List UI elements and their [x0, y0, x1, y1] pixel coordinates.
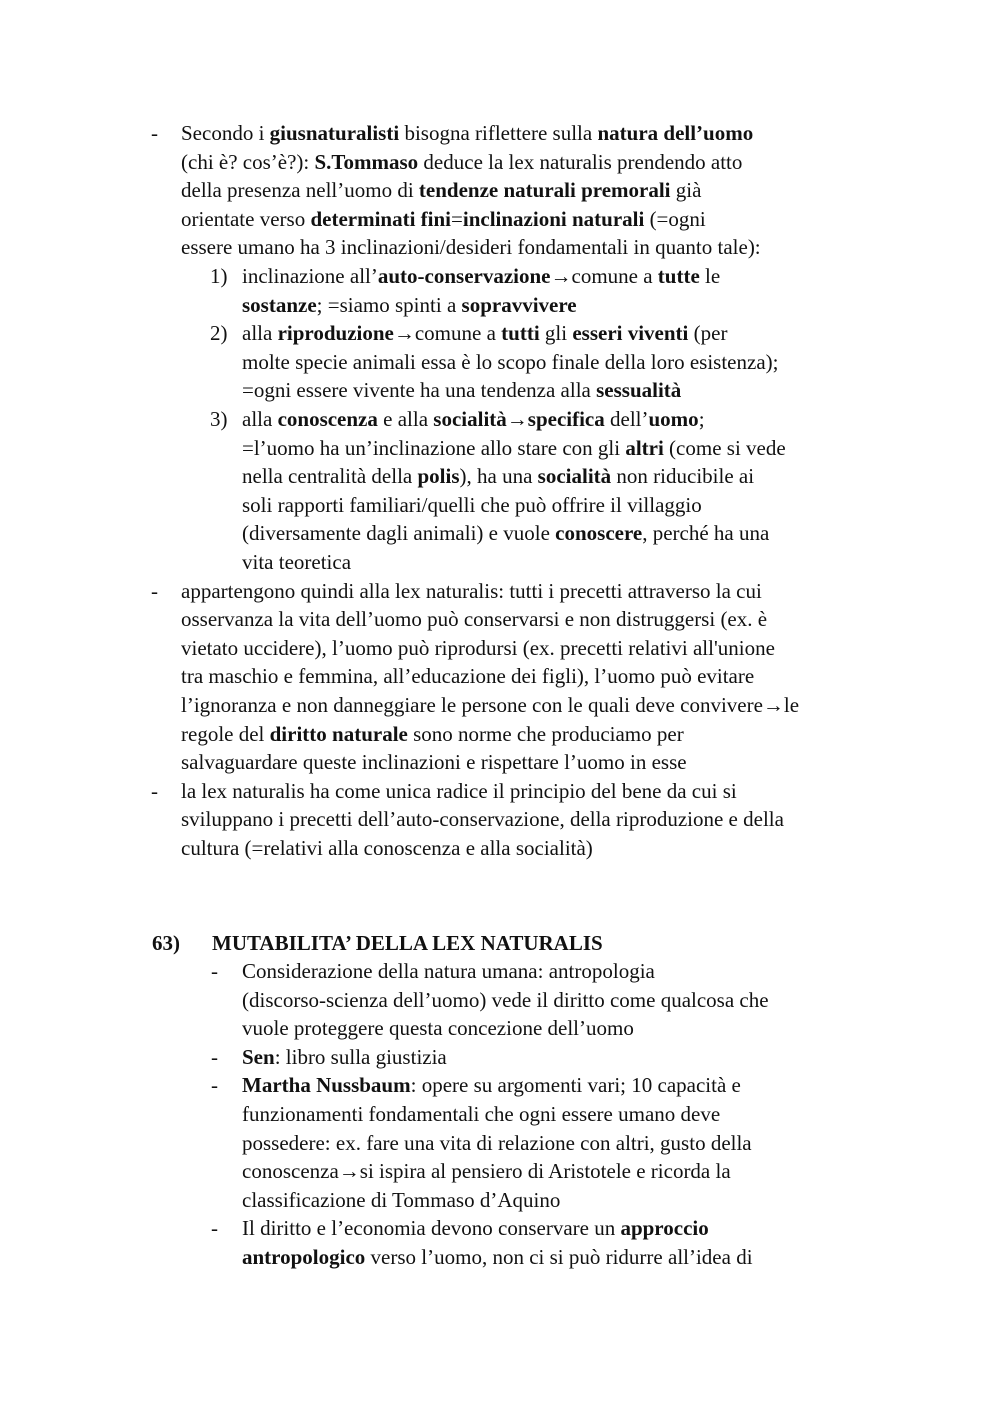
text-line [242, 987, 769, 1012]
text-run: =l’uomo ha un’inclinazione allo stare con gli [242, 435, 626, 460]
bold-text: Sen [242, 1044, 275, 1069]
text-run: →comune a [393, 321, 502, 346]
text-line [181, 123, 753, 144]
text-line [181, 666, 754, 687]
list-marker: - [211, 1216, 218, 1241]
text-run: funzionamenti fondamentali che ogni essere umano deve [242, 1102, 721, 1126]
text-run: verso l’uomo, non ci si può ridurre all’idea di [365, 1245, 753, 1269]
text-run: (per [688, 321, 728, 346]
text-run: alla [242, 321, 278, 346]
text-run: → [506, 407, 528, 431]
text-line [242, 292, 577, 317]
bold-text: esseri viventi [572, 321, 689, 346]
list-marker: - [211, 959, 218, 983]
bold-text: sostanze [242, 292, 317, 317]
text-line [181, 149, 743, 174]
text-run: vita teoretica [242, 550, 352, 574]
text-line [242, 1075, 741, 1096]
text-run: la lex naturalis ha come unica radice il principio del bene da cui si [181, 778, 737, 803]
text-run: orientate verso [181, 206, 311, 231]
text-run: vuole proteggere questa concezione dell’uomo [242, 1016, 634, 1041]
text-run: Considerazione della natura umana: antropologia [242, 959, 655, 983]
text-line [181, 778, 737, 803]
text-run: della presenza nell’uomo di [181, 178, 419, 203]
text-line [242, 266, 720, 287]
text-run: ), ha una [459, 464, 538, 489]
text-line [242, 492, 702, 517]
bold-text: altri [625, 435, 664, 460]
bold-text: tendenze naturali premorali [418, 178, 671, 203]
bold-text: antropologico [242, 1245, 366, 1269]
text-line [181, 809, 784, 830]
text-run: alla [242, 407, 278, 431]
text-line [242, 349, 779, 374]
list-marker: 1) [210, 264, 228, 288]
text-line [242, 961, 655, 982]
text-run: , perché ha una [642, 521, 770, 546]
list-marker: - [151, 578, 158, 603]
text-run: ; [698, 407, 705, 431]
bold-text: sessualità [596, 378, 682, 403]
text-line [242, 1187, 561, 1212]
bold-text: giusnaturalisti [269, 121, 400, 145]
text-run: (chi è? cos’è?): [181, 149, 315, 174]
text-line [181, 721, 684, 746]
text-line [181, 206, 706, 231]
text-line [242, 466, 754, 487]
bold-text: sopravvivere [461, 292, 577, 317]
text-line [181, 609, 767, 630]
text-run: Il diritto e l’economia devono conservare un [242, 1216, 621, 1241]
text-run: osservanza la vita dell’uomo può conservarsi e non distruggersi (ex. è [181, 607, 768, 632]
text-run: dell’ [604, 407, 649, 431]
text-run: e alla [377, 407, 434, 431]
bold-text: polis [417, 464, 460, 489]
text-run: (discorso-scienza dell’uomo) vede il diritto come qualcosa che [242, 987, 769, 1012]
text-line [242, 1130, 752, 1155]
text-run: le [699, 264, 721, 288]
bold-text: riproduzione [277, 321, 394, 346]
text-run: soli rapporti familiari/quelli che può offrire il villaggio [242, 492, 702, 517]
bold-text: natura dell’uomo [597, 121, 754, 145]
list-marker: - [151, 778, 158, 803]
text-run: già [670, 178, 702, 203]
list-marker: 2) [210, 321, 228, 346]
text-run: salvaguardare queste inclinazioni e rispettare l’uomo in esse [181, 750, 687, 775]
bold-text: inclinazioni naturali [462, 206, 645, 231]
text-run: regole del [181, 721, 270, 746]
text-run: vietato uccidere), l’uomo può riprodursi (ex. precetti relativi all'unione [181, 635, 775, 660]
text-run: cultura (=relativi alla conoscenza e alla socialità) [181, 836, 593, 860]
bold-text: specifica [527, 407, 605, 431]
text-run: →comune a [550, 264, 658, 288]
text-line [242, 1161, 731, 1182]
bold-text: conoscere [555, 521, 643, 546]
text-run: nella centralità della [242, 464, 418, 489]
text-line [181, 578, 762, 603]
text-run: essere umano ha 3 inclinazioni/desideri fondamentali in quanto tale): [181, 235, 761, 260]
bold-text: tutti [501, 321, 540, 346]
list-marker: 3) [210, 407, 228, 431]
text-run: sviluppano i precetti dell’auto-conservazione, della riproduzione e della [181, 807, 784, 832]
bold-text: socialità [537, 464, 612, 489]
list-marker: - [211, 1044, 218, 1069]
list-marker: - [151, 121, 158, 145]
text-line [242, 1218, 709, 1239]
bold-text: approccio [620, 1216, 709, 1241]
text-line [242, 523, 769, 544]
text-run: classificazione di Tommaso d’Aquino [242, 1187, 561, 1212]
text-line [242, 1018, 634, 1039]
text-run: (=ogni [644, 206, 706, 231]
text-line [242, 1044, 447, 1069]
bold-text: tutte [657, 264, 700, 288]
text-line [242, 552, 351, 573]
text-run: inclinazione all’ [242, 264, 378, 288]
section-number: 63) [152, 931, 180, 955]
text-run: deduce la lex naturalis prendendo atto [418, 149, 743, 174]
text-run: l’ignoranza e non danneggiare le persone con le quali deve convivere→le [181, 693, 800, 717]
bold-text: conoscenza [277, 407, 378, 431]
text-line [242, 1104, 720, 1125]
text-line [242, 409, 705, 430]
text-run: conoscenza→si ispira al pensiero di Aristotele e ricorda la [242, 1159, 731, 1184]
bold-text: auto-conservazione [377, 264, 551, 288]
bold-text: S.Tommaso [314, 149, 419, 174]
text-line [242, 1247, 753, 1268]
list-marker: - [211, 1073, 218, 1098]
text-line [181, 237, 761, 258]
text-run: sono norme che produciamo per [407, 721, 684, 746]
text-run: : opere su argomenti vari; 10 capacità e [410, 1073, 741, 1098]
text-run: = [451, 206, 463, 231]
text-line [181, 838, 593, 859]
text-run: (diversamente dagli animali) e vuole [242, 521, 556, 546]
text-run: ; =siamo spinti a [316, 292, 462, 317]
section-title: MUTABILITA’ DELLA LEX NATURALIS [212, 931, 603, 955]
text-line [181, 695, 799, 716]
bold-text: Martha Nussbaum [242, 1073, 411, 1098]
text-run: tra maschio e femmina, all’educazione dei figli), l’uomo può evitare [181, 664, 755, 689]
text-run: bisogna riflettere sulla [399, 121, 598, 145]
text-run: gli [539, 321, 573, 346]
bold-text: determinati fini [310, 206, 452, 231]
text-run: appartengono quindi alla lex naturalis: tutti i precetti attraverso la cui [181, 578, 762, 603]
text-run: =ogni essere vivente ha una tendenza alla [242, 378, 597, 403]
text-run: molte specie animali essa è lo scopo finale della loro esistenza); [242, 349, 779, 374]
bold-text: uomo [648, 407, 699, 431]
text-run: Secondo i [181, 121, 270, 145]
bold-text: socialità [433, 407, 507, 431]
text-run: (come si vede [663, 435, 786, 460]
text-line [181, 180, 701, 201]
text-run: non riducibile ai [611, 464, 755, 489]
bold-text: diritto naturale [269, 721, 408, 746]
text-run: possedere: ex. fare una vita di relazione con altri, gusto della [242, 1130, 752, 1155]
text-line [242, 435, 786, 460]
text-line [181, 752, 687, 773]
text-run: : libro sulla giustizia [274, 1044, 447, 1069]
text-line [242, 380, 681, 401]
text-line [242, 323, 727, 344]
text-line [181, 635, 775, 660]
